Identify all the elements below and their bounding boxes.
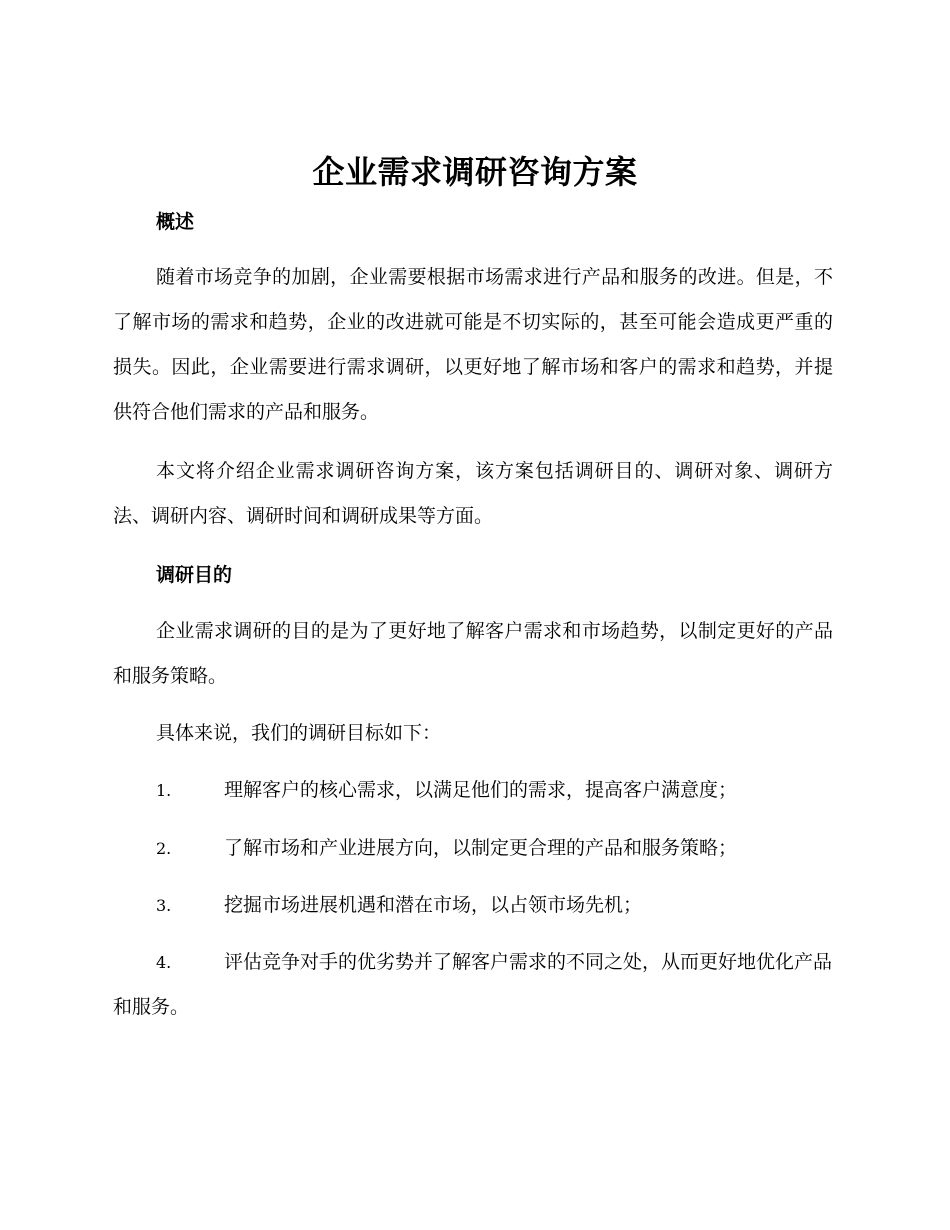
overview-paragraph-1: 随着市场竞争的加剧，企业需要根据市场需求进行产品和服务的改进。但是，不了解市场的需求和趋势，企业的改进就可能是不切实际的，甚至可能会造成更严重的损失。因此，企业需要进行需求调研，以更好地了解市场和客户的需求和趋势，并提供符合他们需求的产品和服务。 xyxy=(113,266,833,423)
list-item xyxy=(113,768,835,813)
list-item-text: 了解市场和产业进展方向，以制定更合理的产品和服务策略； xyxy=(224,837,738,859)
list-item-text: 评估竞争对手的优劣势并了解客户需求的不同之处，从而更好地优化产品和服务。 xyxy=(113,951,833,1018)
list-item-number: 3. xyxy=(156,896,172,915)
list-item-number: 1. xyxy=(156,781,172,800)
purpose-paragraph-2: 具体来说，我们的调研目标如下： xyxy=(156,722,442,744)
list-item-text: 挖掘市场进展机遇和潜在市场，以占领市场先机； xyxy=(224,894,643,916)
list-item-number: 4. xyxy=(156,953,172,972)
list-item-number: 2. xyxy=(156,839,172,858)
list-item xyxy=(113,940,835,1030)
list-item xyxy=(113,883,835,928)
overview-paragraph-2: 本文将介绍企业需求调研咨询方案，该方案包括调研目的、调研对象、调研方法、调研内容、调研时间和调研成果等方面。 xyxy=(113,460,833,527)
purpose-paragraph-1: 企业需求调研的目的是为了更好地了解客户需求和市场趋势，以制定更好的产品和服务策略。 xyxy=(113,620,833,687)
section-heading-purpose: 调研目的 xyxy=(156,564,233,586)
document-title: 企业需求调研咨询方案 xyxy=(312,153,638,191)
list-item-text: 理解客户的核心需求，以满足他们的需求，提高客户满意度； xyxy=(224,779,738,801)
section-heading-overview: 概述 xyxy=(156,211,195,233)
list-item xyxy=(113,826,835,871)
